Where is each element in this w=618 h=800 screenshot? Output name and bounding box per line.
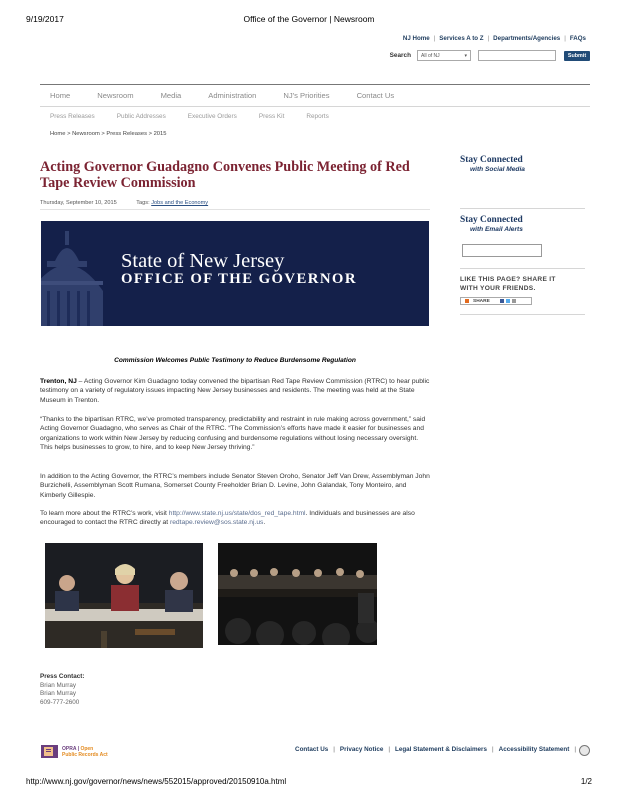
article-subhead: Commission Welcomes Public Testimony to Reduce Burdensome Regulation	[114, 357, 356, 364]
footer-contact-us[interactable]: Contact Us	[295, 746, 329, 753]
share-prompt-line: WITH YOUR FRIENDS.	[460, 284, 536, 292]
paragraph-text: – Acting Governor Kim Guadagno today convened the bipartisan Red Tape Review Commission (RTRC) to hear public testimony on a variety of regulatory issues impacting New Jersey businesses and residents. The meeting was held at the State Museum in Trenton.	[40, 378, 430, 404]
nav-newsroom[interactable]: Newsroom	[97, 91, 134, 100]
article-meta	[40, 200, 208, 206]
util-nav-nj-home[interactable]: NJ Home	[402, 35, 430, 42]
press-contact-phone: 609-777-2600	[40, 698, 80, 706]
nav-administration[interactable]: Administration	[208, 91, 257, 100]
subnav-press-releases[interactable]: Press Releases	[50, 113, 95, 120]
search-scope-select[interactable]	[417, 50, 471, 61]
footer-links	[290, 746, 576, 753]
paragraph-text: .	[263, 519, 266, 527]
nav-contact-us[interactable]: Contact Us	[356, 91, 395, 100]
office-banner	[41, 221, 429, 326]
paragraph-text: To learn more about the RTRC’s work, visit	[40, 510, 169, 517]
subnav-reports[interactable]: Reports	[306, 113, 329, 120]
article-date: Thursday, September 10, 2015	[40, 200, 117, 206]
nav-nj-priorities[interactable]: NJ's Priorities	[283, 91, 330, 100]
search-input[interactable]	[478, 50, 556, 61]
footer-separator: |	[388, 746, 390, 753]
share-prompt-line: LIKE THIS PAGE? SHARE IT	[460, 276, 556, 283]
article-paragraph: In addition to the Acting Governor, the RTRC’s members include Senator Steven Oroho, Senator Jeff Van Drew, Assemblyman John Burzichelli, Assemblyman Scott Rumana, Somerset County Freeholder Brian D. Levine, John Galandak, Tony Monteiro, and Kimberly Gillespie.	[40, 473, 430, 499]
article-paragraph: “Thanks to the bipartisan RTRC, we’ve promoted transparency, predictability and restraint in rule making across government,” said Acting Governor Guadagno, who serves as Chair of the RTRC. “The Commission’s efforts have made it easier for businesses and organizations to work within New Jersey by reducing confusing and burdensome regulations without losing necessary oversight. This helps businesses to grow, to hire, and to keep New Jersey thriving.”	[40, 416, 426, 452]
footer-separator: |	[333, 746, 335, 753]
opra-full-name: Public Records Act	[62, 751, 108, 758]
facebook-icon	[500, 299, 504, 303]
email-alerts-title[interactable]: Stay Connected	[460, 215, 523, 225]
share-button[interactable]	[460, 297, 532, 305]
article-headline: Acting Governor Guadagno Convenes Public Meeting of Red Tape Review Commission	[40, 159, 410, 191]
nav-media[interactable]: Media	[160, 91, 182, 100]
banner-state-title: State of New Jersey	[121, 250, 285, 272]
press-contact-name: Brian Murray	[40, 690, 77, 698]
nav-home[interactable]: Home	[50, 91, 71, 100]
divider	[460, 208, 585, 209]
footer-legal-statement[interactable]: Legal Statement & Disclaimers	[394, 746, 488, 753]
document-icon	[41, 745, 58, 758]
email-alert-input[interactable]	[462, 244, 542, 257]
util-nav-separator: |	[487, 35, 490, 42]
footer-privacy-notice[interactable]: Privacy Notice	[339, 746, 384, 753]
dateline: Trenton, NJ	[40, 378, 77, 385]
press-contact-name: Brian Murray	[40, 681, 77, 689]
subnav-public-addresses[interactable]: Public Addresses	[116, 113, 166, 120]
tag-link[interactable]: Jobs and the Economy	[151, 200, 209, 206]
share-prompt	[460, 276, 556, 293]
meeting-photo-2	[218, 543, 377, 645]
footer-separator: |	[492, 746, 494, 753]
paragraph-text: . Individuals and businesses are also encouraged to contact the RTRC directly at	[40, 510, 415, 527]
search-label: Search	[389, 52, 411, 59]
divider	[40, 209, 430, 210]
print-title: Office of the Governor | Newsroom	[243, 14, 375, 24]
subnav-press-kit[interactable]: Press Kit	[258, 113, 285, 120]
search-scope-value: All of NJ	[421, 52, 440, 59]
main-nav	[40, 84, 590, 107]
banner-office-title: OFFICE OF THE GOVERNOR	[121, 271, 357, 287]
share-plus-icon	[465, 299, 469, 303]
util-nav-departments[interactable]: Departments/Agencies	[493, 35, 561, 42]
article-paragraph	[40, 377, 430, 405]
email-icon	[512, 299, 516, 303]
social-subtitle[interactable]: with Social Media	[470, 166, 525, 173]
article-paragraph	[40, 509, 430, 528]
rtrc-link[interactable]: http://www.state.nj.us/state/dos_red_tape.html	[168, 510, 306, 517]
email-link[interactable]: redtape.review@sos.state.nj.us	[169, 519, 264, 527]
utility-nav	[399, 35, 590, 42]
util-nav-services[interactable]: Services A to Z	[439, 35, 484, 42]
footer-accessibility[interactable]: Accessibility Statement	[498, 746, 570, 753]
divider	[460, 268, 585, 269]
footer-separator: |	[574, 746, 576, 753]
tags-label: Tags:	[136, 200, 150, 206]
divider	[460, 314, 585, 315]
search-bar	[390, 50, 590, 61]
press-contact-label: Press Contact:	[40, 673, 85, 680]
print-url: http://www.nj.gov/governor/news/news/552015/approved/20150910a.html	[26, 777, 287, 786]
email-alerts-subtitle[interactable]: with Email Alerts	[470, 226, 523, 233]
sub-nav	[50, 113, 351, 120]
opra-logo-icon	[41, 745, 58, 758]
meeting-photo-1	[45, 543, 203, 648]
social-title[interactable]: Stay Connected	[460, 155, 523, 165]
press-contact	[40, 673, 84, 707]
twitter-icon	[506, 299, 510, 303]
search-submit-button[interactable]: Submit	[564, 51, 590, 61]
share-label: SHARE	[473, 298, 490, 304]
print-date: 9/19/2017	[26, 14, 64, 24]
subnav-executive-orders[interactable]: Executive Orders	[187, 113, 237, 120]
state-seal-icon	[579, 745, 590, 756]
photo-image	[218, 543, 377, 645]
opra-logo[interactable]	[41, 745, 108, 758]
chevron-down-icon: ▾	[464, 52, 467, 59]
opra-acronym: OPRA	[62, 745, 77, 752]
photo-image	[45, 543, 203, 648]
opra-open: Open	[80, 745, 94, 752]
util-nav-separator: |	[564, 35, 566, 42]
util-nav-separator: |	[433, 35, 436, 42]
breadcrumb[interactable]: Home > Newsroom > Press Releases > 2015	[50, 131, 167, 137]
util-nav-faqs[interactable]: FAQs	[569, 35, 586, 42]
print-page-number: 1/2	[580, 777, 592, 786]
opra-text: OPRA | Open Public Records Act	[62, 745, 108, 758]
